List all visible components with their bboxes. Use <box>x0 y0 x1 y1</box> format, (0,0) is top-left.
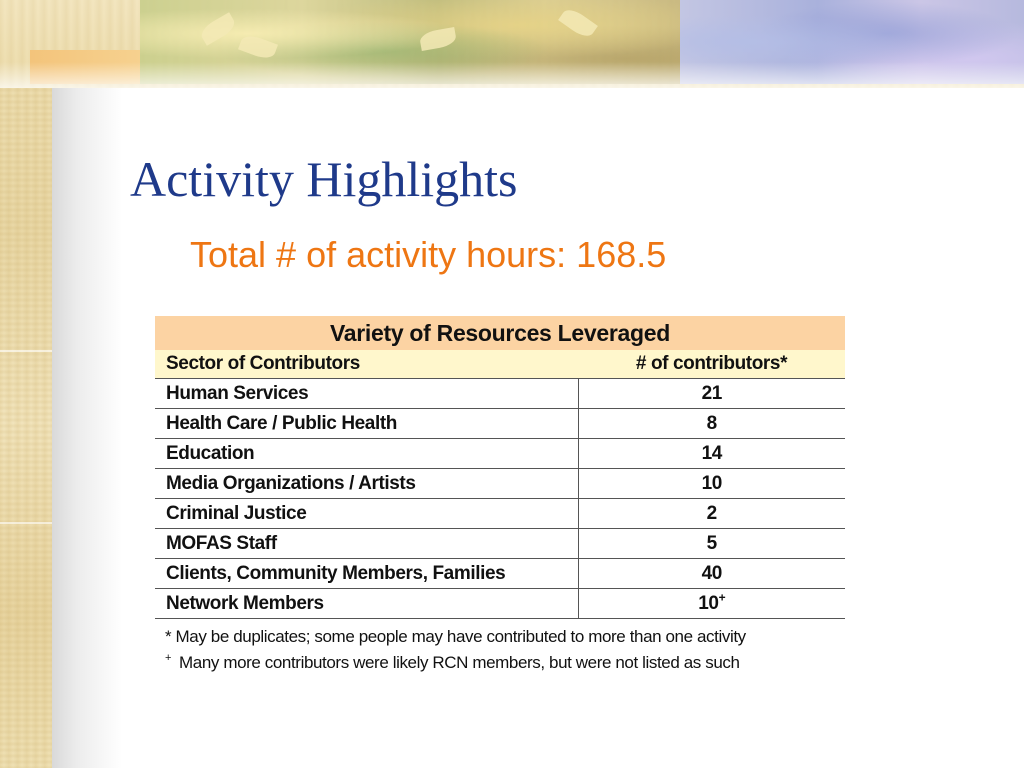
resources-table <box>155 316 845 619</box>
banner-fade <box>0 62 1024 88</box>
top-collage-banner <box>0 0 1024 88</box>
count-cell: 14 <box>578 439 845 469</box>
count-cell: 8 <box>578 409 845 439</box>
sector-cell: Criminal Justice <box>155 499 578 529</box>
table-caption: Variety of Resources Leveraged <box>155 316 845 350</box>
footnote-marker: + <box>165 652 172 665</box>
footnote <box>165 650 746 676</box>
strip-seam <box>0 350 52 352</box>
column-header-sector: Sector of Contributors <box>155 350 578 379</box>
count-value: 10 <box>698 592 719 614</box>
left-decorative-strip <box>0 0 52 768</box>
strip-seam <box>0 522 52 524</box>
count-cell: 2 <box>578 499 845 529</box>
table-row <box>155 379 845 409</box>
sector-cell: Education <box>155 439 578 469</box>
count-cell: 5 <box>578 529 845 559</box>
table-row <box>155 589 845 619</box>
sector-cell: Human Services <box>155 379 578 409</box>
slide-subtitle: Total # of activity hours: 168.5 <box>190 234 667 275</box>
slide-title: Activity Highlights <box>130 151 518 207</box>
table-row <box>155 439 845 469</box>
count-superscript: + <box>718 590 726 605</box>
table-row <box>155 529 845 559</box>
table-caption-row <box>155 316 845 350</box>
count-cell <box>578 589 845 619</box>
sector-cell: Health Care / Public Health <box>155 409 578 439</box>
sector-cell: Media Organizations / Artists <box>155 469 578 499</box>
column-header-count: # of contributors* <box>578 350 845 379</box>
count-cell: 10 <box>578 469 845 499</box>
table-row <box>155 559 845 589</box>
table-row <box>155 469 845 499</box>
count-cell: 21 <box>578 379 845 409</box>
footnotes <box>165 624 746 676</box>
sector-cell: Network Members <box>155 589 578 619</box>
column-header-row <box>155 350 845 379</box>
footnote-text: Many more contributors were likely RCN members, but were not listed as such <box>179 653 740 672</box>
count-cell: 40 <box>578 559 845 589</box>
left-shadow <box>52 0 122 768</box>
footnote-text: * May be duplicates; some people may have contributed to more than one activity <box>165 627 746 646</box>
table-row <box>155 409 845 439</box>
table-row <box>155 499 845 529</box>
footnote <box>165 624 746 650</box>
sector-cell: Clients, Community Members, Families <box>155 559 578 589</box>
sector-cell: MOFAS Staff <box>155 529 578 559</box>
